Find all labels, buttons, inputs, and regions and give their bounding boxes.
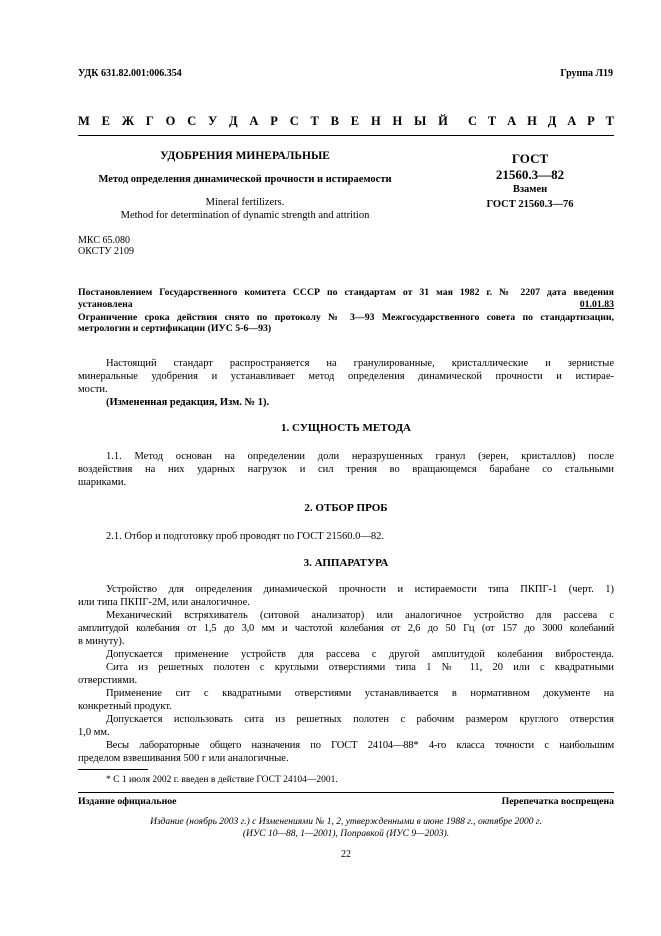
replaces-label: Взамен xyxy=(512,184,548,195)
gost-number: 21560.3—82 xyxy=(495,167,565,182)
banner-letter: А xyxy=(507,114,517,128)
apparatus-p2-line1: Механический встряхиватель (ситовой анализатор) или аналогичное устройство для рассева с xyxy=(106,610,614,621)
intro-amendment: (Измененная редакция, Изм. № 1). xyxy=(106,397,270,408)
decree-established: установлена xyxy=(78,299,133,310)
restriction-line2: метрологии и сертификации (ИУС 5-6—93) xyxy=(78,323,272,334)
intro-line3: мости. xyxy=(78,384,108,395)
decree-line2 xyxy=(78,299,614,312)
apparatus-p2-line2: амплитудой колебания от 1,5 до 3,0 мм и частотой колебания от 2,6 до 50 Гц (от 157 до 3000 колебаний xyxy=(78,623,614,634)
banner-divider xyxy=(78,135,614,136)
banner-letter: У xyxy=(208,114,218,128)
banner-letter: Н xyxy=(392,114,403,128)
section-1-line1: 1.1. Метод основан на определении доли неразрушенных гранул (зерен, кристаллов) после xyxy=(106,451,614,462)
document-subtitle: Метод определения динамической прочности и истираемости xyxy=(98,174,392,185)
banner-letter: Т xyxy=(310,114,319,128)
apparatus-p4-line1: Сита из решетных полотен с круглыми отверстиями типа 1 № 11, 20 или с квадратными xyxy=(106,662,614,673)
banner-letter: С xyxy=(289,114,299,128)
replaced-standard: ГОСТ 21560.3—76 xyxy=(486,199,574,210)
decree-line1: Постановлением Государственного комитета СССР по стандартам от 31 мая 1982 г. № 2207 дата введения xyxy=(78,287,614,298)
section-1-heading: 1. СУЩНОСТЬ МЕТОДА xyxy=(281,422,411,434)
restriction-line1: Ограничение срока действия снято по протоколу № 3—93 Межгосударственного совета по стандартизации, xyxy=(78,312,614,323)
apparatus-p7-line2: пределом взвешивания 500 г или аналогичные. xyxy=(78,753,289,764)
apparatus-p7-line1: Весы лабораторные общего назначения по ГОСТ 24104—88* 4-го класса точности с наибольшим xyxy=(106,740,614,751)
banner-letter: Е xyxy=(101,114,110,128)
edition-info-line2: (ИУС 10—88, 1—2001), Поправкой (ИУС 9—2003). xyxy=(242,829,450,839)
gost-label: ГОСТ xyxy=(511,151,549,166)
english-title-line1: Mineral fertilizers. xyxy=(205,197,285,208)
banner-letter: Е xyxy=(350,114,360,128)
banner-letter: Т xyxy=(605,114,614,128)
apparatus-p1-line1: Устройство для определения динамической прочности и истираемости типа ПКПГ-1 (черт. 1) xyxy=(106,584,614,595)
banner-letter: С xyxy=(187,114,197,128)
footnote: * С 1 июля 2002 г. введен в действие ГОСТ 24104—2001. xyxy=(106,775,338,785)
okstu-code: ОКСТУ 2109 xyxy=(78,246,135,257)
apparatus-p5-line1: Применение сит с квадратными отверстиями устанавливается в нормативном документе на xyxy=(106,688,614,699)
banner-letter: С xyxy=(468,114,478,128)
banner-letter: А xyxy=(567,114,577,128)
english-title-line2: Method for determination of dynamic strength and attrition xyxy=(120,210,370,221)
apparatus-p4-line2: отверстиями. xyxy=(78,675,138,686)
banner-letter: Р xyxy=(587,114,595,128)
apparatus-p2-line3: в минуту). xyxy=(78,636,125,647)
banner-letter: Д xyxy=(229,114,238,128)
banner-letter: Н xyxy=(370,114,381,128)
udk-code: УДК 631.82.001:006.354 xyxy=(78,68,182,79)
banner-letter: О xyxy=(165,114,176,128)
mks-code: МКС 65.080 xyxy=(78,235,130,246)
decree-date: 01.01.83 xyxy=(579,299,614,310)
banner-letter: Р xyxy=(270,114,278,128)
footnote-separator xyxy=(78,769,148,770)
group-code: Группа Л19 xyxy=(560,68,613,79)
banner-letter: Т xyxy=(487,114,497,128)
section-2-heading: 2. ОТБОР ПРОБ xyxy=(304,502,388,514)
apparatus-p5-line2: конкретный продукт. xyxy=(78,701,172,712)
edition-info-line1: Издание (ноябрь 2003 г.) с Изменениями № 1, 2, утвержденными в июне 1988 г., октябре 2000 г. xyxy=(150,817,542,827)
reprint-prohibited-label: Перепечатка воспрещена xyxy=(501,796,614,807)
section-3-heading: 3. АППАРАТУРА xyxy=(303,557,389,569)
banner-letter: А xyxy=(249,114,259,128)
banner-word-standard xyxy=(468,114,614,129)
document-title: УДОБРЕНИЯ МИНЕРАЛЬНЫЕ xyxy=(160,150,330,162)
section-2-paragraph: 2.1. Отбор и подготовку проб проводят по ГОСТ 21560.0—82. xyxy=(106,531,385,542)
banner-letter: Г xyxy=(145,114,154,128)
section-1-line3: шариками. xyxy=(78,477,127,488)
banner-letter: М xyxy=(78,114,90,128)
banner-letter: Й xyxy=(438,114,448,128)
apparatus-p6-line2: 1,0 мм. xyxy=(78,727,110,738)
intro-line1: Настоящий стандарт распространяется на гранулированные, кристаллические и зернистые xyxy=(106,358,614,369)
footer-divider xyxy=(78,792,614,793)
apparatus-p3: Допускается применение устройств для рассева с другой амплитудой колебания вибростенда. xyxy=(106,649,614,660)
page-number: 22 xyxy=(341,849,351,860)
banner-letter: Д xyxy=(547,114,557,128)
intro-line2: минеральные удобрения и устанавливает метод определения динамической прочности и истирае- xyxy=(78,371,614,382)
banner-word-interstate xyxy=(78,114,448,129)
banner-letter: Ж xyxy=(121,114,135,128)
official-edition-label: Издание официальное xyxy=(78,796,177,807)
apparatus-p6-line1: Допускается использовать сита из решетных полотен с рабочим размером круглого отверстия xyxy=(106,714,614,725)
interstate-standard-banner xyxy=(78,114,614,129)
section-1-line2: воздействия на них ударных нагрузок и сил трения во вращающемся барабане со стальными xyxy=(78,464,614,475)
banner-letter: Ы xyxy=(414,114,427,128)
banner-letter: Н xyxy=(527,114,537,128)
banner-letter: В xyxy=(330,114,339,128)
apparatus-p1-line2: или типа ПКПГ-2М, или аналогичное. xyxy=(78,597,250,608)
